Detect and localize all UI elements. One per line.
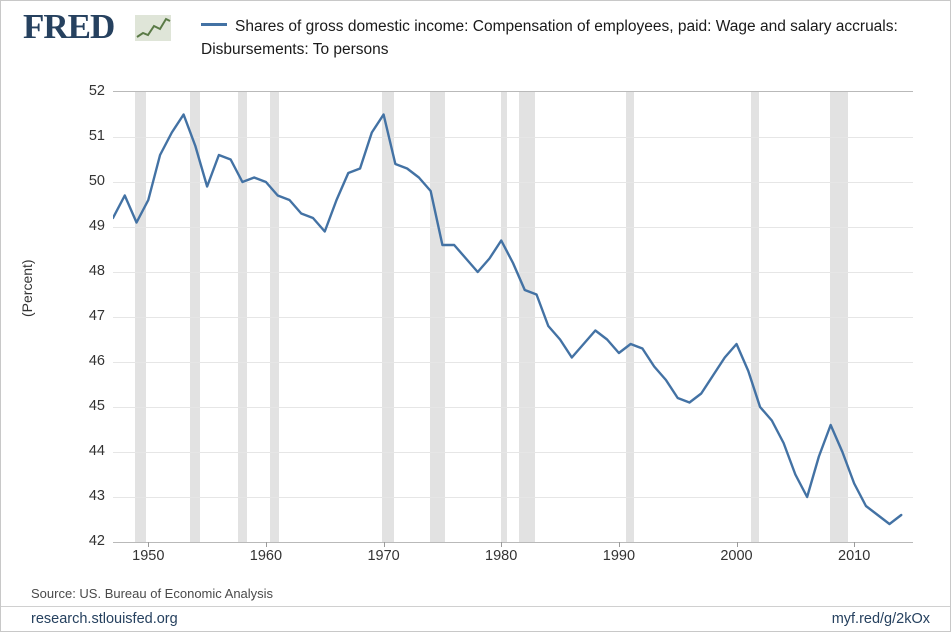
y-tick-label: 52 — [88, 83, 105, 99]
x-tick-label: 1990 — [602, 548, 636, 564]
y-tick-label: 47 — [88, 308, 105, 324]
y-tick-label: 51 — [88, 128, 105, 144]
line-swatch-icon — [201, 23, 227, 26]
x-axis-ticks — [113, 542, 913, 568]
x-tick-label: 2010 — [838, 548, 871, 564]
x-tick-label: 1960 — [249, 548, 283, 564]
y-tick-label: 48 — [88, 263, 105, 279]
y-axis-ticks — [61, 83, 105, 549]
site-link[interactable]: research.stlouisfed.org — [31, 611, 178, 627]
series-line — [113, 92, 913, 542]
x-tick-label: 1970 — [367, 548, 400, 564]
y-tick-label: 50 — [88, 173, 105, 189]
y-tick-label: 46 — [88, 353, 105, 369]
y-tick-label: 45 — [88, 398, 105, 414]
x-tick-label: 1950 — [132, 548, 165, 564]
y-axis-label: (Percent) — [19, 259, 35, 317]
chart-legend — [201, 15, 901, 61]
x-tick-mark — [619, 542, 620, 547]
y-tick-label: 49 — [88, 218, 105, 234]
fred-logo[interactable] — [23, 9, 173, 45]
x-tick-label: 2000 — [720, 548, 753, 564]
legend-label: Shares of gross domestic income: Compensation of employees, paid: Wage and salary accruals: Disbursements: To persons — [201, 18, 898, 58]
plot-container — [1, 77, 951, 577]
x-tick-label: 1980 — [485, 548, 518, 564]
y-tick-label: 42 — [88, 533, 105, 549]
x-tick-mark — [501, 542, 502, 547]
fred-wordmark: FRED — [23, 7, 115, 46]
y-tick-label: 43 — [88, 488, 105, 504]
x-tick-mark — [384, 542, 385, 547]
x-tick-mark — [854, 542, 855, 547]
x-tick-mark — [266, 542, 267, 547]
chart-header — [1, 1, 951, 77]
x-tick-mark — [148, 542, 149, 547]
x-tick-mark — [737, 542, 738, 547]
source-note: Source: US. Bureau of Economic Analysis — [31, 586, 274, 601]
footer-bar — [1, 606, 951, 632]
sparkline-icon — [135, 15, 171, 41]
y-tick-label: 44 — [88, 443, 105, 459]
shortlink[interactable]: myf.red/g/2kOx — [831, 611, 930, 627]
plot-area — [113, 91, 913, 543]
